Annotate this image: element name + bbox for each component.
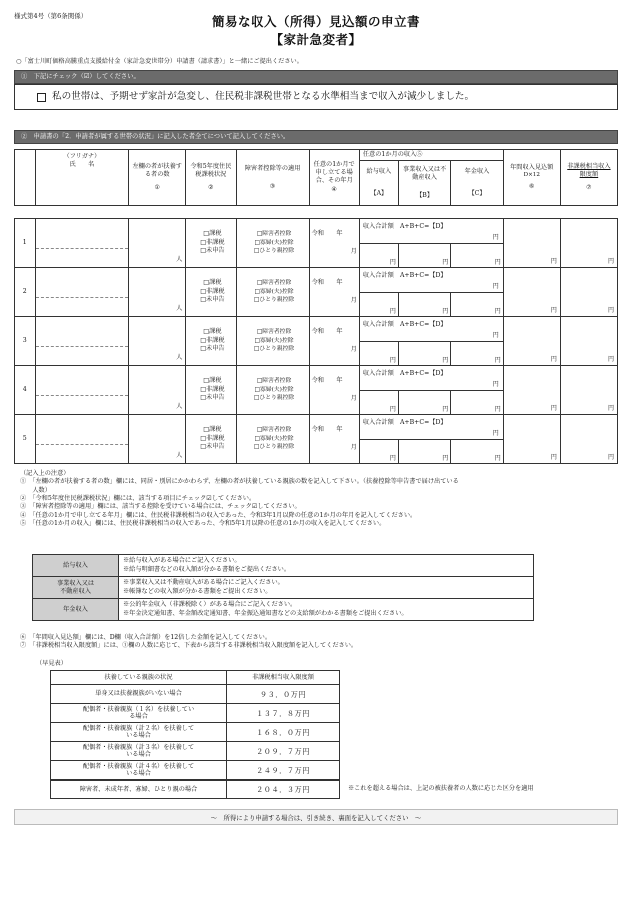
footer-note: 〜 所得により申請する場合は、引き続き、裏面を記入してください 〜 [14,809,618,825]
disability-cell[interactable]: □障害者控除 □寡婦(夫)控除 □ひとり親控除 [236,317,309,366]
quick-row [51,723,340,742]
quick-status: 配偶者・扶養親族（１名）を扶養している場合 [51,704,227,723]
table-row [15,317,618,366]
row-number: 2 [15,268,36,317]
note-3: ③ 「障害者控除等の適用」欄には、該当する控除を受けている場合には、チェック☑してください。 [20,503,301,511]
quick-row [51,685,340,704]
pension-field[interactable]: 円 [494,356,501,364]
header-dependents: 左欄の者が扶養する者の数 ① [129,150,186,206]
header-income-group: 任意の1か月の収入⑤ 給与収入 【A】 事業収入又は不動産収入 【B】 年金収入 【C】 [359,150,503,206]
household-table [14,149,618,206]
quick-status: 配偶者・扶養親族（計２名）を扶養している場合 [51,723,227,742]
business-field[interactable]: 円 [399,391,451,414]
quick-table [50,670,340,780]
salary-field[interactable]: 円 [360,244,399,267]
tax-status-cell[interactable]: □課税 □非課税 □未申告 [186,366,236,415]
annual-cell[interactable]: 円 [503,366,560,415]
notes-heading: （記入上の注意） [20,470,70,477]
pension-field[interactable]: 円 [494,454,501,462]
limit-cell[interactable]: 円 [560,415,617,464]
annual-cell[interactable]: 円 [503,219,560,268]
header-business: 事業収入又は不動産収入 【B】 [399,161,451,205]
limit-cell[interactable]: 円 [560,317,617,366]
tax-status-cell[interactable]: □課税 □非課税 □未申告 [186,415,236,464]
header-tax-status: 令和5年度住民税課税状況 ② [186,150,236,206]
dependents-cell[interactable]: 人 [129,219,186,268]
disability-cell[interactable]: □障害者控除 □寡婦(夫)控除 □ひとり親控除 [236,415,309,464]
notes-block-2 [20,634,616,651]
salary-field[interactable]: 円 [360,391,399,414]
quick-status: 単身又は扶養親族がいない場合 [51,685,227,704]
quick-special-row: 障害者、未成年者、寡婦、ひとり親の場合 ２０４．３万円 [51,781,340,799]
name-cell[interactable] [35,366,129,415]
header-name: （フリガナ） 氏 名 [35,150,129,206]
note-6: ⑥ 「年間収入見込額」欄には、D欄（収入合計額）を12倍した金額を記入してください。 [20,634,272,641]
salary-field[interactable]: 円 [360,440,399,463]
row-number: 5 [15,415,36,464]
household-rows [14,218,618,464]
tax-status-cell[interactable]: □課税 □非課税 □未申告 [186,219,236,268]
month-cell[interactable]: 令和 年 月 [309,317,359,366]
table-row [15,219,618,268]
form-page [14,12,618,890]
tax-status-cell[interactable]: □課税 □非課税 □未申告 [186,317,236,366]
table-row [15,366,618,415]
limit-cell[interactable]: 円 [560,219,617,268]
tax-status-cell[interactable]: □課税 □非課税 □未申告 [186,268,236,317]
name-cell[interactable] [35,415,129,464]
month-cell[interactable]: 令和 年 月 [309,268,359,317]
disability-cell[interactable]: □障害者控除 □寡婦(夫)控除 □ひとり親控除 [236,366,309,415]
header-month: 任意の1か月で申し立てる場合、その年月 ④ [309,150,359,206]
page-title: 簡易な収入（所得）見込額の申立書 [211,14,420,29]
table-header-row [15,150,618,206]
pension-field[interactable]: 円 [494,258,501,266]
income-type-label: 事業収入又は 不動産収入 [33,577,119,599]
quick-row [51,742,340,761]
income-cell[interactable]: 収入合計額 A+B+C=【D】 円 円 円 円 [359,366,503,415]
annual-cell[interactable]: 円 [503,317,560,366]
quick-row [51,761,340,780]
pension-field[interactable]: 円 [494,405,501,413]
header-limit: 非課税相当収入限度額 ⑦ [560,150,617,206]
table-row [15,415,618,464]
row-number: 4 [15,366,36,415]
business-field[interactable]: 円 [399,440,451,463]
top-note: ○「富士川町価格高騰重点支援給付金（家計急変世帯分）申請書（請求書）」と一緒にご提出ください。 [16,58,303,65]
pension-field[interactable]: 円 [494,307,501,315]
income-type-label: 給与収入 [33,555,119,577]
note-4: ④ 「任意の1か月で申し立てる年月」欄には、住民税非課税相当の収入であった、令和3年1月以降の任意の1か月の年月を記入してください。 [20,511,417,519]
dependents-cell[interactable]: 人 [129,366,186,415]
income-types-table [32,554,534,621]
annual-cell[interactable]: 円 [503,415,560,464]
note-1b: 人数） [20,486,51,494]
name-cell[interactable] [35,219,129,268]
limit-cell[interactable]: 円 [560,268,617,317]
dependents-cell[interactable]: 人 [129,317,186,366]
income-type-row: 事業収入又は 不動産収入 ※事業収入又は不動産収入がある場合にご記入ください。 ※帳簿などの収入額が分かる書類をご提出ください。 [33,577,534,599]
quick-limit: ２０９．７万円 [227,742,340,761]
business-field[interactable]: 円 [399,293,451,316]
note-2: ② 「令和5年度住民税課税状況」欄には、該当する項目にチェック☑してください。 [20,495,256,503]
salary-field[interactable]: 円 [360,342,399,365]
quick-limit: １３７．８万円 [227,704,340,723]
income-cell[interactable]: 収入合計額 A+B+C=【D】 円 円 円 円 [359,317,503,366]
income-cell[interactable]: 収入合計額 A+B+C=【D】 円 円 円 円 [359,268,503,317]
note-7: ⑦ 「非課税相当収入限度額」には、①欄の人数に応じて、下表から該当する非課税相当収入限度額を記入してください。 [20,642,358,650]
salary-field[interactable]: 円 [360,293,399,316]
income-type-row: 給与収入 ※給与収入がある場合にご記入ください。 ※給与明細書などの収入額が分かる書類をご提出ください。 [33,555,534,577]
disability-cell[interactable]: □障害者控除 □寡婦(夫)控除 □ひとり親控除 [236,219,309,268]
quick-row [51,704,340,723]
quick-limit: １６８．０万円 [227,723,340,742]
form-id: 様式第4号（第6条関係） [14,12,88,20]
income-cell[interactable]: 収入合計額 A+B+C=【D】 円 円 円 円 [359,415,503,464]
quick-header: 扶養している親族の状況 非課税相当収入限度額 [51,671,340,685]
quick-table-caption: （早見表） [36,660,67,667]
disability-cell[interactable]: □障害者控除 □寡婦(夫)控除 □ひとり親控除 [236,268,309,317]
header-annual: 年間収入見込額 D×12 ⑥ [503,150,560,206]
table-row [15,268,618,317]
note-5: ⑤ 「任意の1か月の収入」欄には、住民税非課税相当の収入であった、令和5年1月以降の任意の1か月の収入を記入してください。 [20,520,386,528]
quick-status: 配偶者・扶養親族（計４名）を扶養している場合 [51,761,227,780]
month-cell[interactable]: 令和 年 月 [309,219,359,268]
header-disability: 障害者控除等の適用 ③ [236,150,309,206]
note-1: ① 「左欄の者が扶養する者の数」欄には、同居・別居にかかわらず、左欄の者が扶養している親族の数を記入して下さい。（扶養控除等申告書で届け出ている [20,478,459,486]
income-type-label: 年金収入 [33,599,119,621]
dependents-cell[interactable]: 人 [129,268,186,317]
month-cell[interactable]: 令和 年 月 [309,366,359,415]
header-salary: 給与収入 【A】 [360,161,399,205]
income-cell[interactable]: 収入合計額 A+B+C=【D】 円 円 円 円 [359,219,503,268]
quick-status: 配偶者・扶養親族（計３名）を扶養している場合 [51,742,227,761]
header-pension: 年金収入 【C】 [464,167,490,197]
page-subtitle: 【家計急変者】 [270,32,362,47]
notes-block [20,470,616,529]
header-no [15,150,36,206]
business-field[interactable]: 円 [399,342,451,365]
name-cell[interactable] [35,317,129,366]
annual-cell[interactable]: 円 [503,268,560,317]
name-cell[interactable] [35,268,129,317]
section1-box [14,84,618,110]
dependents-cell[interactable]: 人 [129,415,186,464]
quick-limit: ９３．０万円 [227,685,340,704]
month-cell[interactable]: 令和 年 月 [309,415,359,464]
row-number: 3 [15,317,36,366]
declaration-text: 私の世帯は、予期せず家計が急変し、住民税非課税世帯となる水準相当まで収入が減少しました。 [52,91,475,102]
declaration-checkbox[interactable] [37,93,46,102]
business-field[interactable]: 円 [399,244,451,267]
quick-note: ※これを超える場合は、上記の被扶養者の人数に応じた区分を適用 [348,785,534,792]
limit-cell[interactable]: 円 [560,366,617,415]
quick-limit: ２４９．７万円 [227,761,340,780]
row-number: 1 [15,219,36,268]
income-type-row: 年金収入 ※公的年金収入（非課税除く）がある場合にご記入ください。 ※年金決定通知書、年金額改定通知書、年金振込通知書などの支給額がわかる書類をご提出ください。 [33,599,534,621]
quick-special-table [50,780,340,799]
section2-bar: ② 申請書の「2．申請者が属する世帯の状況」に記入した者全てについて記入してください。 [14,130,618,144]
section1-bar: ① 下記にチェック（☑）してください。 [14,70,618,84]
